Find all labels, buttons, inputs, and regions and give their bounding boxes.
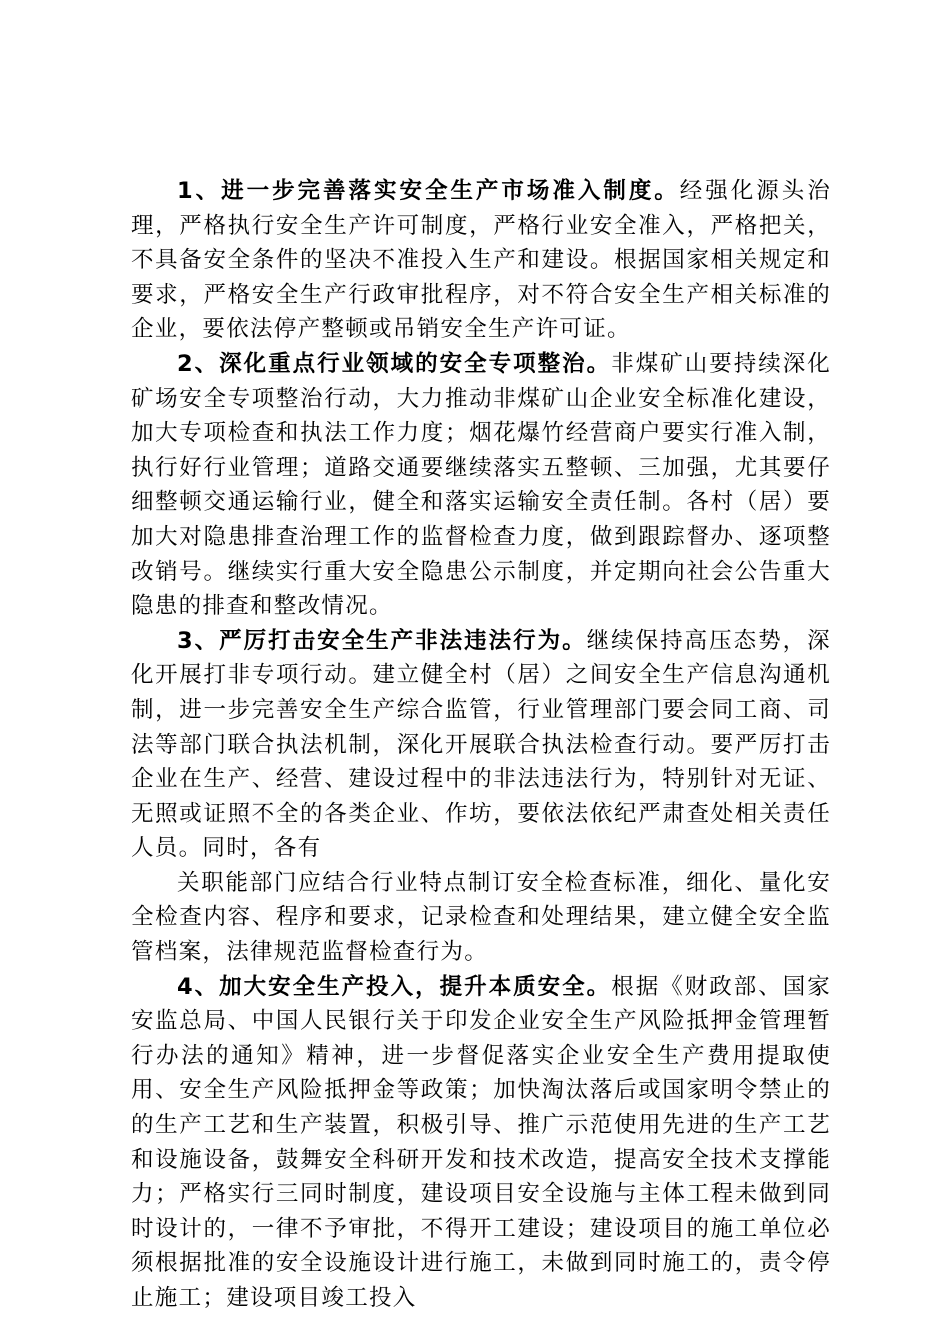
paragraph-inspection-standards bbox=[131, 866, 831, 970]
paragraph-heading: 1、进一步完善落实安全生产市场准入制度。 bbox=[177, 178, 680, 204]
paragraph-body: 继续保持高压态势，深化开展打非专项行动。建立健全村（居）之间安全生产信息沟通机制，进一步完善安全生产综合监管，行业管理部门要会同工商、司法等部门联合执法机制，深化开展联合执法检查行动。要严厉打击企业在生产、经营、建设过程中的非法违法行为，特别针对无证、无照或证照不全的各类企业、作坊，要依法依纪严肃查处相关责任人员。同时，各有 bbox=[131, 627, 831, 862]
paragraph-illegal-crackdown bbox=[131, 624, 831, 866]
paragraph-heading: 3、严厉打击安全生产非法违法行为。 bbox=[177, 627, 587, 654]
paragraph-body: 关职能部门应结合行业特点制订安全检查标准，细化、量化安全检查内容、程序和要求，记录检查和处理结果，建立健全安全监管档案，法律规范监督检查行为。 bbox=[131, 869, 831, 966]
paragraph-body: 经强化源头治理，严格执行安全生产许可制度，严格行业安全准入，严格把关，不具备安全条件的坚决不准投入生产和建设。根据国家相关规定和要求，严格安全生产行政审批程序，对不符合安全生产相关标准的企业，要依法停产整顿或吊销安全生产许可证。 bbox=[131, 178, 831, 343]
paragraph-safety-investment bbox=[131, 970, 831, 1316]
paragraph-body: 非煤矿山要持续深化矿场安全专项整治行动，大力推动非煤矿山企业安全标准化建设，加大专项检查和执法工作力度；烟花爆竹经营商户要实行准入制，执行好行业管理；道路交通要继续落实五整顿、三加强，尤其要仔细整顿交通运输行业，健全和落实运输安全责任制。各村（居）要加大对隐患排查治理工作的监督检查力度，做到跟踪督办、逐项整改销号。继续实行重大安全隐患公示制度，并定期向社会公告重大隐患的排查和整改情况。 bbox=[131, 350, 831, 620]
paragraph-market-access bbox=[131, 174, 831, 347]
document-page bbox=[131, 174, 831, 1316]
paragraph-body: 根据《财政部、国家安监总局、中国人民银行关于印发企业安全生产风险抵押金管理暂行办法的通知》精神，进一步督促落实企业安全生产费用提取使用、安全生产风险抵押金等政策；加快淘汰落后或国家明令禁止的的生产工艺和生产装置，积极引导、推广示范使用先进的生产工艺和设施设备，鼓舞安全科研开发和技术改造，提高安全技术支撑能力；严格实行三同时制度，建设项目安全设施与主体工程未做到同时设计的，一律不予审批，不得开工建设；建设项目的施工单位必须根据批准的安全设施设计进行施工，未做到同时施工的，责令停止施工；建设项目竣工投入 bbox=[131, 973, 831, 1311]
paragraph-special-rectification bbox=[131, 347, 831, 624]
paragraph-heading: 4、加大安全生产投入，提升本质安全。 bbox=[177, 973, 612, 1000]
paragraph-heading: 2、深化重点行业领域的安全专项整治。 bbox=[177, 350, 612, 377]
